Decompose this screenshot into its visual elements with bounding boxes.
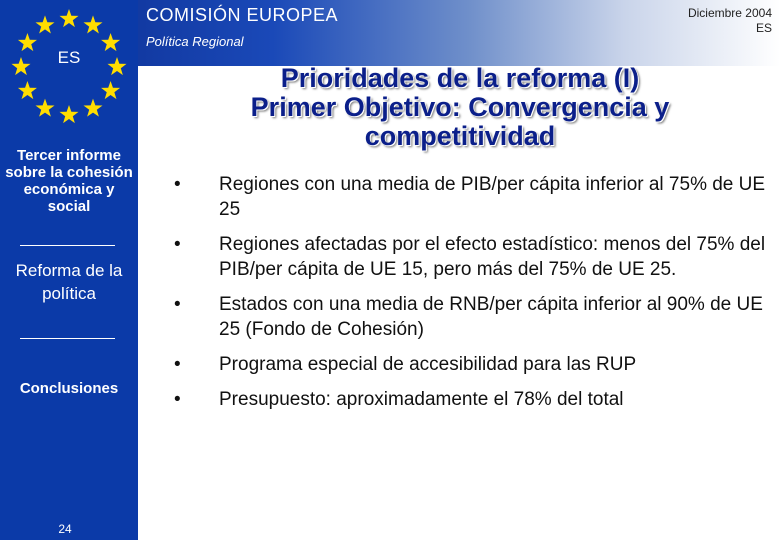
language-code: ES [755,21,772,35]
star-icon [11,57,30,75]
star-icon [35,15,54,33]
star-icon [18,81,37,99]
page-number: 24 [58,522,72,536]
date-block [688,6,772,36]
slide-title [160,64,760,151]
bullet-item [170,387,770,412]
bullet-text: Presupuesto: aproximadamente el 78% del total [219,389,624,410]
title-line-1: Prioridades de la reforma (I) [280,63,640,93]
bullet-item [170,232,770,282]
bullet-list [170,172,770,422]
bullet-marker: • [174,294,181,315]
title-line-3: competitividad [364,121,556,151]
bullet-text: Programa especial de accesibilidad para las RUP [219,354,637,375]
star-icon [107,57,126,75]
star-icon [18,33,37,51]
organization-name: COMISIÓN EUROPEA [146,5,339,25]
bullet-marker: • [174,389,181,410]
star-icon [83,99,102,117]
bullet-marker: • [174,354,181,375]
bullet-text: Estados con una media de RNB/per cápita inferior al 90% de UE 25 (Fondo de Cohesión) [219,294,763,340]
bullet-marker: • [174,234,181,255]
sidebar-section-conclusions[interactable]: Conclusiones [19,380,119,397]
bullet-text: Regiones afectadas por el efecto estadístico: menos del 75% del PIB/per cápita de UE 15, pero más del 75% de UE 25. [219,234,766,280]
sidebar-divider [20,338,115,339]
bullet-item [170,292,770,342]
star-icon [59,9,78,27]
sidebar-section-report[interactable]: Tercer informe sobre la cohesión económica y social [5,147,133,215]
bullet-item [170,352,770,377]
star-icon [83,15,102,33]
department-name: Política Regional [146,34,244,49]
date-text: Diciembre 2004 [687,6,772,20]
bullet-item [170,172,770,222]
bullet-text: Regiones con una media de PIB/per cápita inferior al 75% de UE 25 [219,174,766,220]
star-icon [35,99,54,117]
sidebar-section-reform[interactable]: Reforma de la política [15,261,123,303]
sidebar-divider [20,245,115,246]
star-icon [101,33,120,51]
country-code: ES [57,48,81,67]
title-line-2: Primer Objetivo: Convergencia y [250,92,670,122]
star-icon [101,81,120,99]
bullet-marker: • [174,174,181,195]
star-icon [59,105,78,123]
